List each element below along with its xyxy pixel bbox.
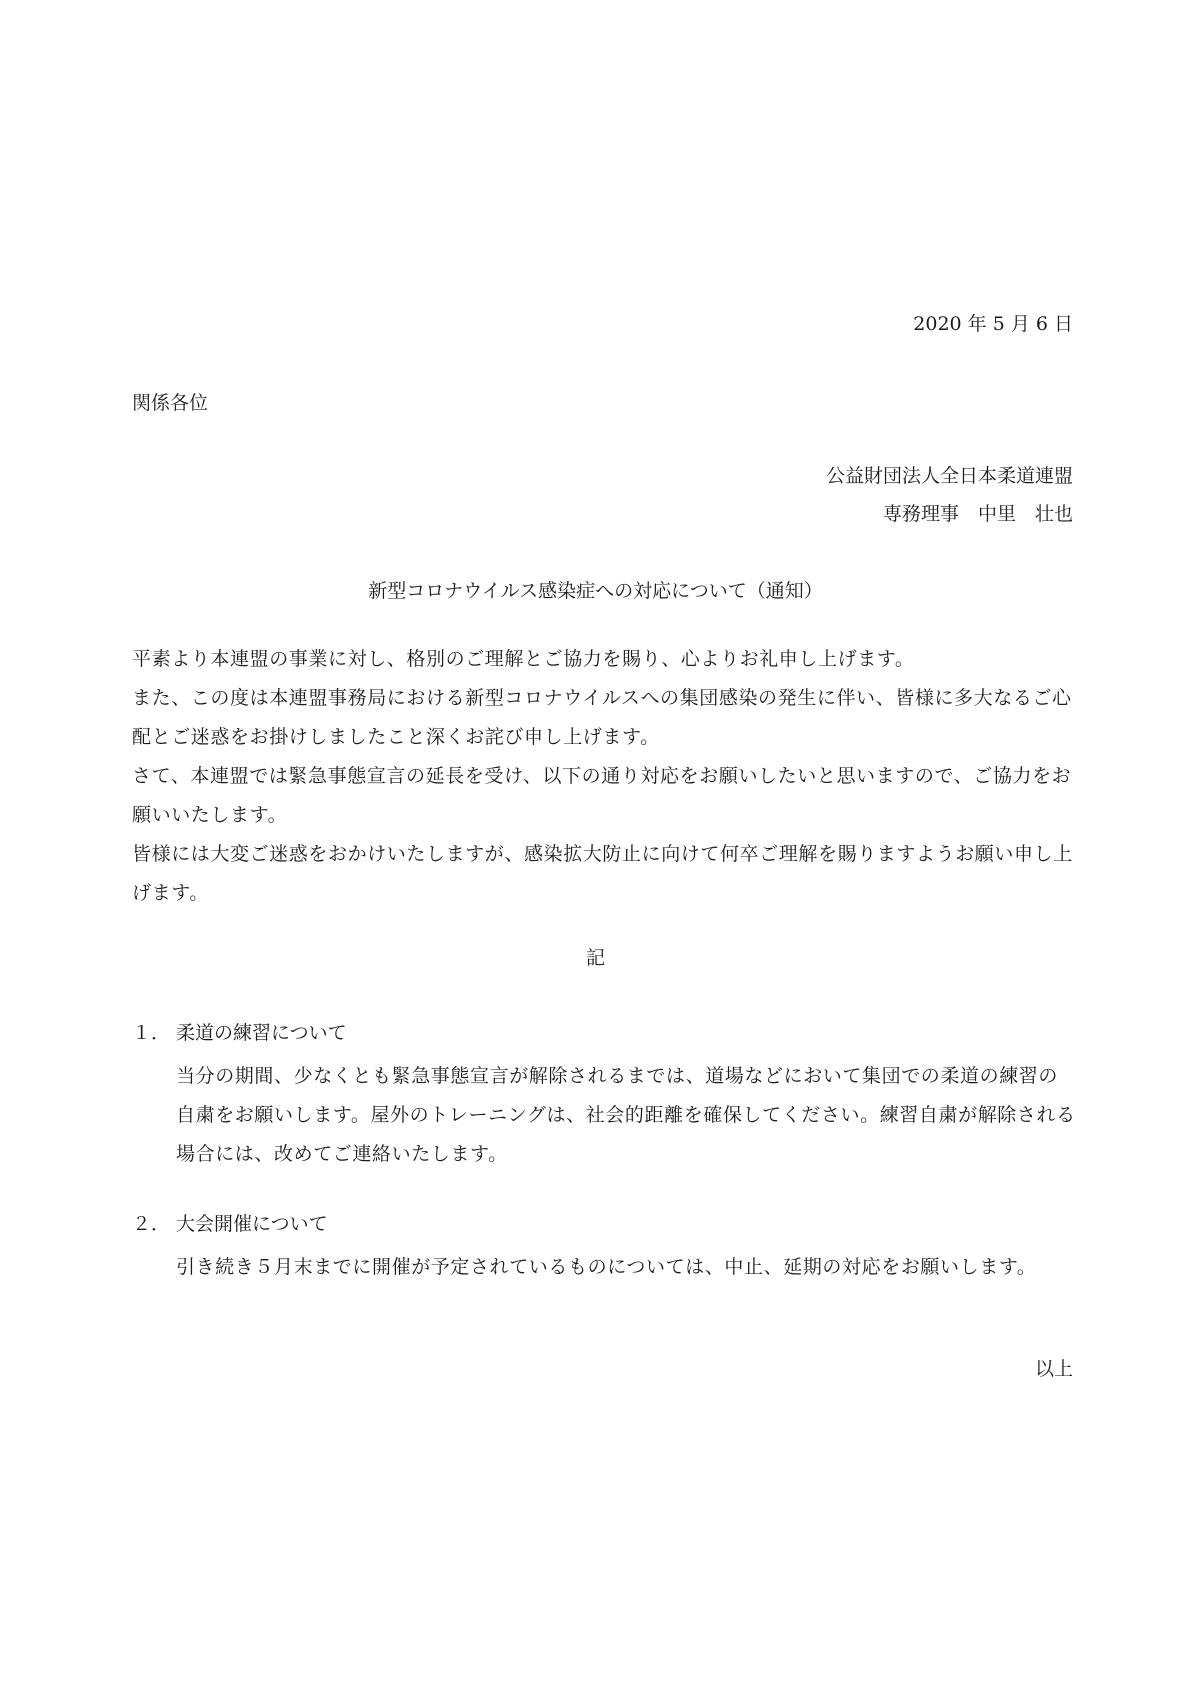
- paragraph: 皆様には大変ご迷惑をおかけいたしますが、感染拡大防止に向けて何卒ご理解を賜りますようお願い申し上げます。: [132, 843, 1073, 904]
- paragraph: また、この度は本連盟事務局における新型コロナウイルスへの集団感染の発生に伴い、皆様に多大なるご心配とご迷惑をお掛けしましたこと深くお詫び申し上げます。: [132, 687, 1072, 748]
- item-body-2: 引き続き５月末までに開催が予定されているものについては、中止、延期の対応をお願いします。: [176, 1256, 1037, 1278]
- item-body-1: 当分の期間、少なくとも緊急事態宣言が解除されるまでは、道場などにおいて集団での柔道の練習の自粛をお願いします。屋外のトレーニングは、社会的距離を確保してください。練習自粛が解除される場合には、改めてご連絡いたします。: [176, 1065, 1076, 1165]
- ki-marker: 記: [585, 947, 605, 969]
- item-heading-text: 柔道の練習について: [176, 1022, 347, 1044]
- document-date: 2020 年 5 月 6 日: [913, 313, 1073, 335]
- item-number: ２．: [132, 1213, 171, 1235]
- sender-organization: 公益財団法人全日本柔道連盟: [825, 465, 1073, 487]
- item-heading-2: [132, 1209, 328, 1236]
- sender-signer: 専務理事 中里 壮也: [882, 503, 1073, 525]
- body-text: [132, 640, 1076, 913]
- addressee: 関係各位: [132, 392, 209, 414]
- document-title: 新型コロナウイルス感染症への対応について（通知）: [368, 580, 823, 602]
- paragraph: 平素より本連盟の事業に対し、格別のご理解とご協力を賜り、心よりお礼申し上げます。: [132, 648, 915, 670]
- paragraph: さて、本連盟では緊急事態宣言の延長を受け、以下の通り対応をお願いしたいと思いますので、ご協力をお願いいたします。: [132, 765, 1072, 826]
- item-heading-1: [132, 1018, 347, 1045]
- closing-mark: 以上: [1034, 1358, 1073, 1380]
- item-heading-text: 大会開催について: [176, 1213, 328, 1235]
- item-number: １．: [132, 1022, 171, 1044]
